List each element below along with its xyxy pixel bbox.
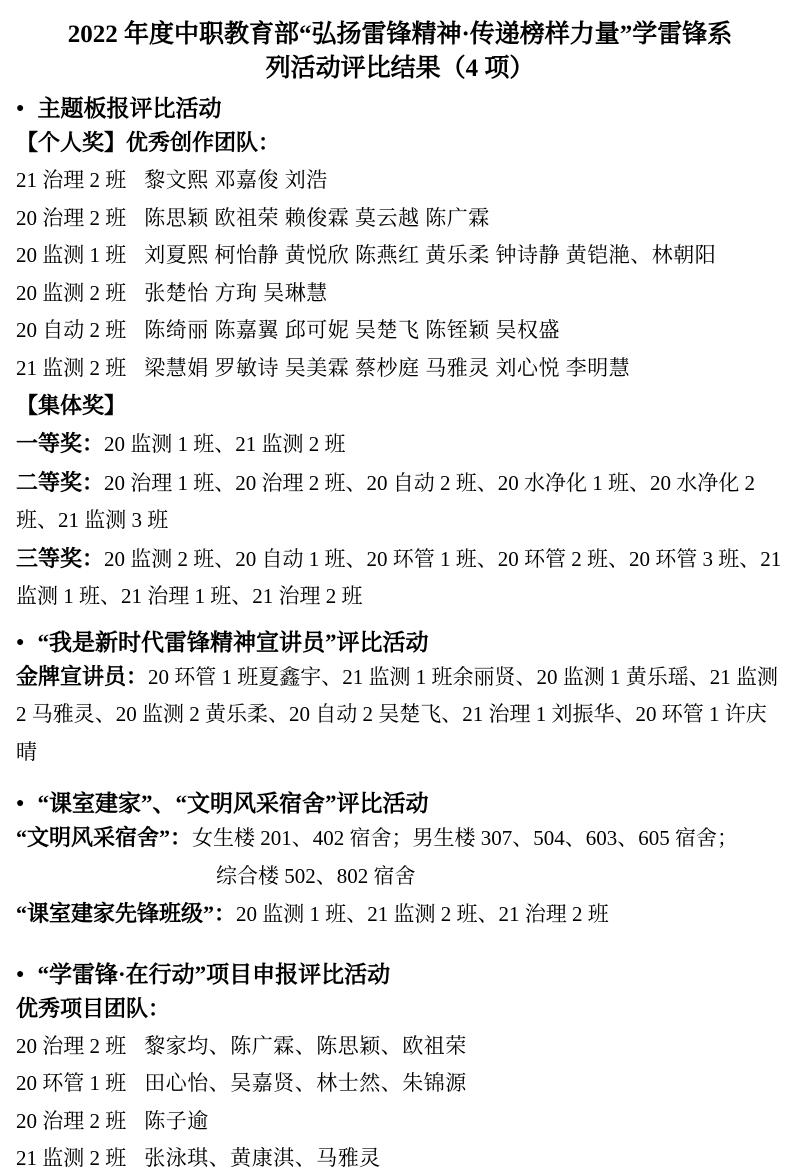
team-row — [16, 237, 784, 275]
classroom-pioneer-winners: 20 监测 1 班、21 监测 2 班、21 治理 2 班 — [236, 902, 609, 926]
team-members: 陈绮丽 陈嘉翼 邱可妮 吴楚飞 陈铚颖 吴权盛 — [144, 318, 560, 342]
gold-lecturer-line — [16, 658, 784, 772]
individual-award-label: 【个人奖】优秀创作团队： — [16, 130, 281, 155]
team-class: 21 治理 2 班 — [16, 168, 127, 192]
team-row — [16, 1065, 784, 1103]
team-members: 张楚怡 方珣 吴琳慧 — [144, 280, 328, 305]
team-row — [16, 312, 784, 350]
third-prize-winners: 20 监测 2 班、20 自动 1 班、20 环管 1 班、20 环管 2 班、20 环管 3 班、21 监测 1 班、21 治理 1 班、21 治理 2 班 — [16, 546, 782, 608]
first-prize-label: 一等奖： — [16, 431, 105, 456]
team-members: 黎文熙 邓嘉俊 刘浩 — [144, 168, 328, 192]
team-row — [16, 350, 784, 388]
team-members: 张泳琪、黄康淇、马雅灵 — [144, 1146, 381, 1170]
team-members: 陈思颖 欧祖荣 赖俊霖 莫云越 陈广霖 — [144, 205, 490, 230]
first-prize-line — [16, 425, 784, 464]
team-class: 20 自动 2 班 — [16, 318, 127, 342]
team-members: 黎家均、陈广霖、陈思颖、欧祖荣 — [144, 1033, 467, 1058]
bullet-icon: ● — [16, 101, 25, 116]
second-prize-label: 二等奖： — [16, 469, 105, 495]
bullet-icon: ● — [16, 796, 25, 811]
dorm-award-line1 — [16, 819, 784, 858]
team-class: 21 监测 2 班 — [16, 355, 127, 380]
dorm-award-winners-line1: 女生楼 201、402 宿舍；男生楼 307、504、603、605 宿舍； — [192, 826, 739, 850]
section-heading-project-text: “学雷锋·在行动”项目申报评比活动 — [37, 961, 391, 987]
classroom-pioneer-label: “课室建家先锋班级”： — [16, 901, 237, 926]
team-members: 梁慧娟 罗敏诗 吴美霖 蔡杪庭 马雅灵 刘心悦 李明慧 — [144, 355, 631, 380]
team-row — [16, 162, 784, 200]
team-class: 20 环管 1 班 — [16, 1071, 127, 1095]
second-prize-line — [16, 464, 784, 540]
bullet-icon: ● — [16, 634, 25, 650]
first-prize-winners: 20 监测 1 班、21 监测 2 班 — [104, 432, 346, 456]
group-award-label: 【集体奖】 — [16, 393, 127, 418]
gold-lecturer-label: 金牌宣讲员： — [16, 663, 149, 689]
team-row — [16, 1028, 784, 1066]
document-title-line1: 2022 年度中职教育部“弘扬雷锋精神·传递榜样力量”学雷锋系 — [67, 21, 733, 48]
document-title — [16, 18, 784, 86]
project-team-label: 优秀项目团队： — [16, 995, 171, 1021]
team-members: 陈子逾 — [144, 1108, 209, 1133]
team-class: 20 监测 1 班 — [16, 243, 127, 267]
gold-lecturer-winners: 20 环管 1 班夏鑫宇、21 监测 1 班余丽贤、20 监测 1 黄乐瑶、21 监测 2 马雅灵、20 监测 2 黄乐柔、20 自动 2 吴楚飞、21 治理 1 刘振华、20 环管 1 许庆晴 — [16, 664, 779, 764]
team-row — [16, 1103, 784, 1141]
dorm-award-line2: 综合楼 502、802 宿舍 — [216, 863, 416, 888]
team-class: 20 监测 2 班 — [16, 280, 127, 305]
team-class: 20 治理 2 班 — [16, 1033, 127, 1058]
team-row — [16, 1140, 784, 1171]
team-class: 21 监测 2 班 — [16, 1146, 127, 1170]
classroom-pioneer-line — [16, 895, 784, 934]
section-heading-classroom-dorm — [16, 789, 784, 819]
team-row — [16, 275, 784, 313]
section-heading-project — [16, 960, 784, 990]
team-row — [16, 200, 784, 238]
document-title-line2: 列活动评比结果（4 项） — [265, 55, 535, 82]
third-prize-label: 三等奖： — [16, 545, 105, 571]
dorm-award-label: “文明风采宿舍”： — [16, 825, 193, 850]
section-heading-classroom-dorm-text: “课室建家”、“文明风采宿舍”评比活动 — [37, 791, 429, 816]
team-members: 田心怡、吴嘉贤、林士然、朱锦源 — [144, 1071, 467, 1095]
section-heading-lecturer — [16, 628, 784, 658]
team-class: 20 治理 2 班 — [16, 205, 127, 230]
team-members: 刘夏熙 柯怡静 黄悦欣 陈燕红 黄乐柔 钟诗静 黄铠滟、林朝阳 — [144, 243, 717, 267]
bullet-icon: ● — [16, 966, 25, 982]
second-prize-winners: 20 治理 1 班、20 治理 2 班、20 自动 2 班、20 水净化 1 班、20 水净化 2 班、21 监测 3 班 — [16, 470, 756, 532]
third-prize-line — [16, 540, 784, 616]
section-heading-lecturer-text: “我是新时代雷锋精神宣讲员”评比活动 — [37, 629, 429, 655]
section-heading-board-report — [16, 94, 784, 124]
team-class: 20 治理 2 班 — [16, 1108, 127, 1133]
section-heading-board-report-text: 主题板报评比活动 — [37, 96, 222, 121]
